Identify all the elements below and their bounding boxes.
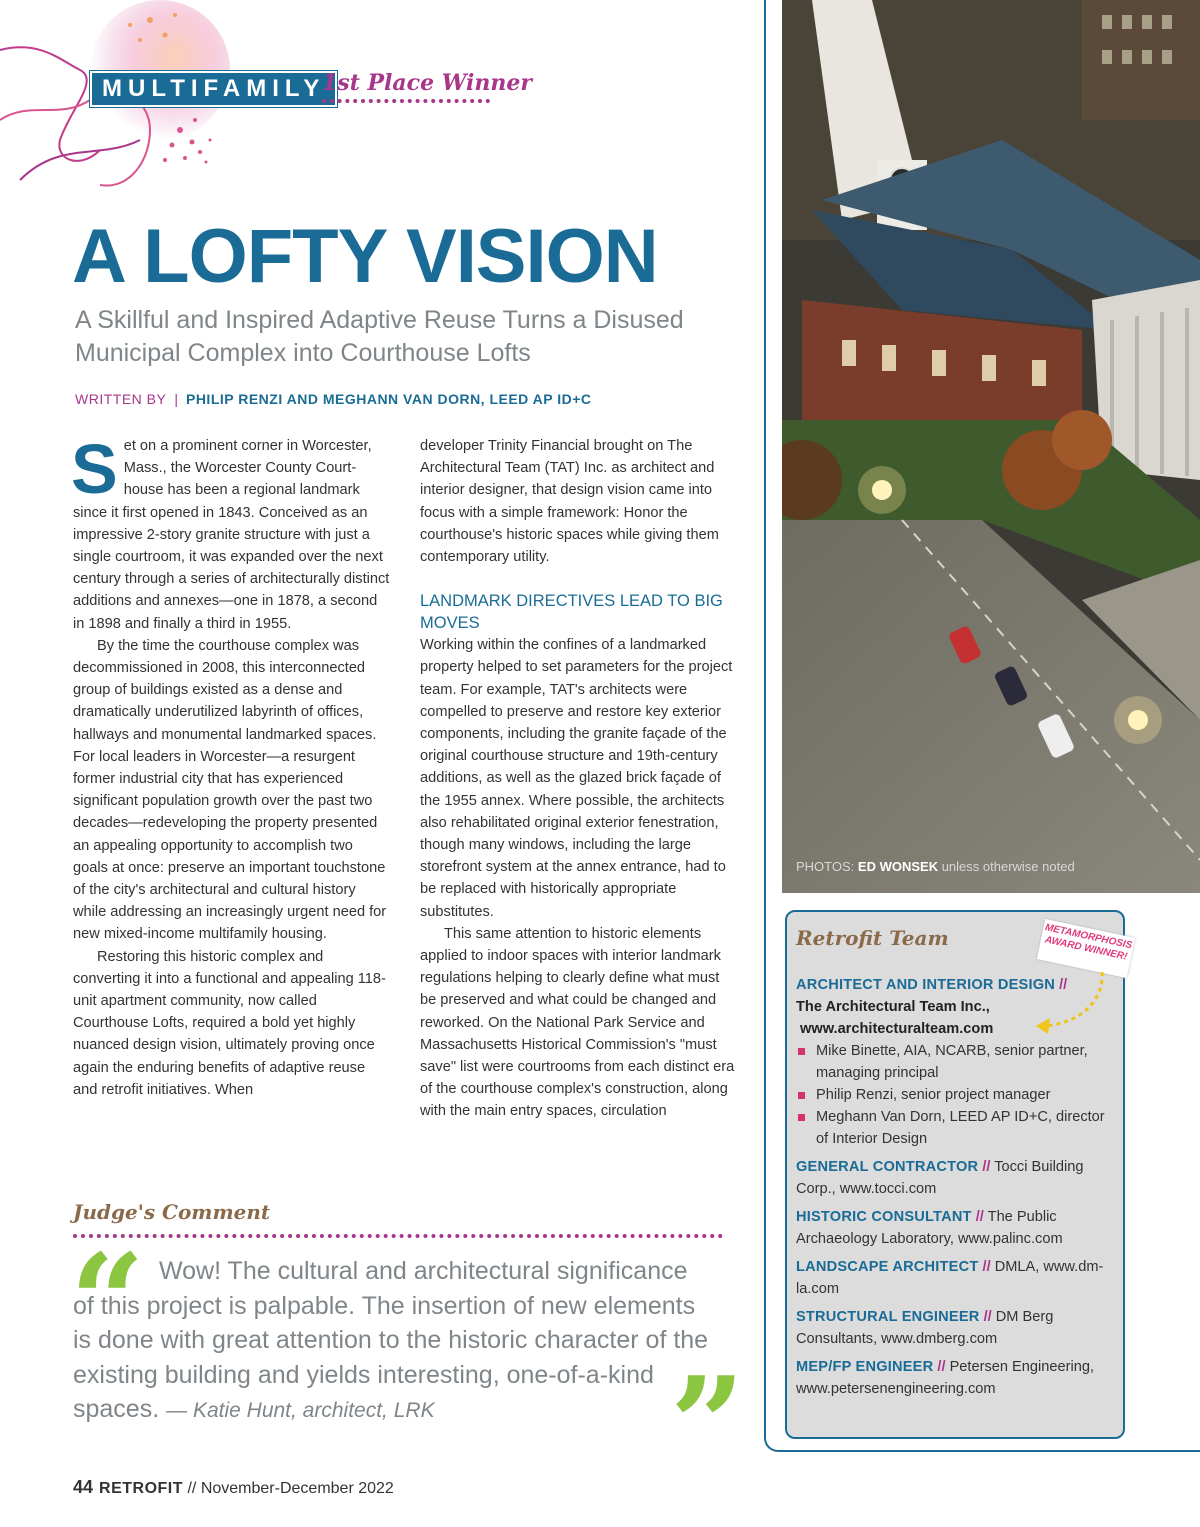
paragraph: developer Trinity Financial brought on The Architectural Team (TAT) Inc. as architect and interior designer, that design vision came into focus with a simple framework: Honor the courthouse's historic spaces while giving them contemporary utility.	[420, 438, 719, 566]
footer-separator: //	[187, 1480, 197, 1497]
architect-firm: The Architectural Team Inc.,	[796, 999, 990, 1015]
team-company: Petersen Engineering, www.petersenengineering.com	[796, 1359, 1094, 1397]
judge-quote	[73, 1254, 713, 1429]
team-company: The Public Archaeology Laboratory, www.palinc.com	[796, 1209, 1063, 1247]
paragraph: By the time the courthouse complex was decommissioned in 2008, this interconnected group of buildings existed as a dense and dramatically underutilized labyrinth of offices, hallways and monumental landmarked spaces. For local leaders in Worcester—a resurgent former industrial city that has experienced significant population growth over the past two decades—redeveloping the property presented an appealing opportunity to accomplish two goals at once: preserve an important touchstone of the city's architectural and cultural history while addressing an increasingly urgent need for new mixed-income multifamily housing.	[73, 637, 387, 943]
role-separator: //	[975, 1209, 984, 1225]
judge-comment-label: Judge's Comment	[73, 1200, 271, 1224]
team-entry	[796, 1206, 1114, 1250]
team-entry	[796, 1256, 1114, 1300]
team-role: MEP/FP ENGINEER	[796, 1359, 934, 1375]
team-entry	[796, 1156, 1114, 1200]
article-column-2	[420, 435, 735, 1123]
award-badge: METAMORPHOSIS AWARD WINNER!	[1037, 919, 1136, 978]
article-title: A LOFTY VISION	[72, 214, 658, 299]
team-role: GENERAL CONTRACTOR	[796, 1159, 979, 1175]
team-person: Meghann Van Dorn, LEED AP ID+C, director of Interior Design	[796, 1106, 1114, 1150]
photo-credit-suffix: unless otherwise noted	[941, 859, 1075, 874]
role-separator: //	[1059, 977, 1068, 993]
team-company: DM Berg Consultants, www.dmberg.com	[796, 1309, 1054, 1347]
dotted-divider	[73, 1234, 723, 1238]
page-number: 44	[73, 1477, 94, 1497]
byline-label: WRITTEN BY	[75, 391, 167, 407]
section-subheading: LANDMARK DIRECTIVES LEAD TO BIG MOVES	[420, 592, 723, 633]
section-tag: MULTIFAMILY	[90, 71, 337, 107]
page-footer	[73, 1477, 394, 1498]
retrofit-team-title: Retrofit Team	[796, 926, 949, 950]
team-entry	[796, 1356, 1114, 1400]
team-company: Tocci Building Corp., www.tocci.com	[796, 1159, 1084, 1197]
team-people-list	[796, 1040, 1114, 1150]
dotted-divider	[322, 99, 490, 103]
team-entry	[796, 1306, 1114, 1350]
team-company: DMLA, www.dm-la.com	[796, 1259, 1104, 1297]
photo-credit-label: PHOTOS:	[796, 859, 855, 874]
role-separator: //	[982, 1159, 991, 1175]
article-subtitle: A Skillful and Inspired Adaptive Reuse Turns a Disused Municipal Complex into Courthouse Lofts	[75, 306, 684, 367]
photo-credit	[796, 859, 1075, 874]
role-separator: //	[937, 1359, 946, 1375]
team-person: Philip Renzi, senior project manager	[796, 1084, 1114, 1106]
team-entry-architect	[796, 974, 1114, 1150]
article-column-1	[71, 430, 391, 1101]
role-separator: //	[983, 1309, 992, 1325]
paragraph: Working within the confines of a landmarked property helped to set parameters for the project team. For example, TAT's architects were compelled to preserve and restore key exterior components, including the granite façade of the original courthouse structure and 19th-century additions, as well as the glazed brick façade of the 1955 annex. Where possible, the architects also rehabilitated original exterior fenestration, though many windows, including the large storefront system at the annex entrance, had to be replaced with historically appropriate substitutes.	[420, 637, 733, 920]
dropcap: S	[71, 430, 118, 508]
team-role: LANDSCAPE ARCHITECT	[796, 1259, 979, 1275]
magazine-name: RETROFIT	[99, 1480, 184, 1497]
quote-body: Wow! The cultural and architectural significance of this project is palpable. The insertion of new elements is done with great attention to the historic character of the existing building and yields interesting, one-of-a-kind spaces.	[73, 1257, 709, 1423]
team-role: ARCHITECT AND INTERIOR DESIGN	[796, 977, 1056, 993]
issue-date: November-December 2022	[200, 1480, 394, 1497]
photographer-name: ED WONSEK	[857, 859, 939, 874]
byline	[75, 391, 592, 407]
team-person: Mike Binette, AIA, NCARB, senior partner, managing principal	[796, 1040, 1114, 1084]
paragraph: Restoring this historic complex and converting it into a functional and appealing 118-unit apartment community, now called Courthouse Lofts, required a bold yet highly nuanced design vision, ultimately proving once again the enduring benefits of adaptive reuse and retrofit initiatives. When	[73, 948, 386, 1098]
paragraph: et on a prominent corner in Worcester, Mass., the Worcester County Court-house has been a regional landmark since it first opened in 1843. Conceived as an impressive 2-story granite structure with just a single courtroom, it was expanded over the next century through a series of architecturally distinct additions and annexes—one in 1878, a second in 1898 and finally a third in 1955.	[73, 438, 390, 632]
paragraph: This same attention to historic elements applied to indoor spaces with interior landmark regulations helping to clearly define what must be preserved and what could be changed and reworked. On the National Park Service and Massachusetts Historical Commission's "must save" list were courtrooms from each distinct era of the courthouse complex's construction, along with the main entry spaces, circulation	[420, 925, 735, 1120]
team-role: STRUCTURAL ENGINEER	[796, 1309, 980, 1325]
winner-label: 1st Place Winner	[322, 70, 532, 96]
architect-website: www.architecturalteam.com	[800, 1021, 994, 1037]
byline-authors: PHILIP RENZI AND MEGHANN VAN DORN, LEED AP ID+C	[185, 391, 592, 407]
courthouse-aerial-photo	[782, 0, 1200, 893]
role-separator: //	[982, 1259, 991, 1275]
retrofit-team-list	[796, 974, 1114, 1406]
open-quote-icon: “	[70, 1225, 145, 1378]
team-role: HISTORIC CONSULTANT	[796, 1209, 972, 1225]
close-quote-icon: ”	[670, 1348, 745, 1501]
quote-attribution: — Katie Hunt, architect, LRK	[166, 1399, 435, 1422]
byline-separator: |	[174, 391, 178, 407]
